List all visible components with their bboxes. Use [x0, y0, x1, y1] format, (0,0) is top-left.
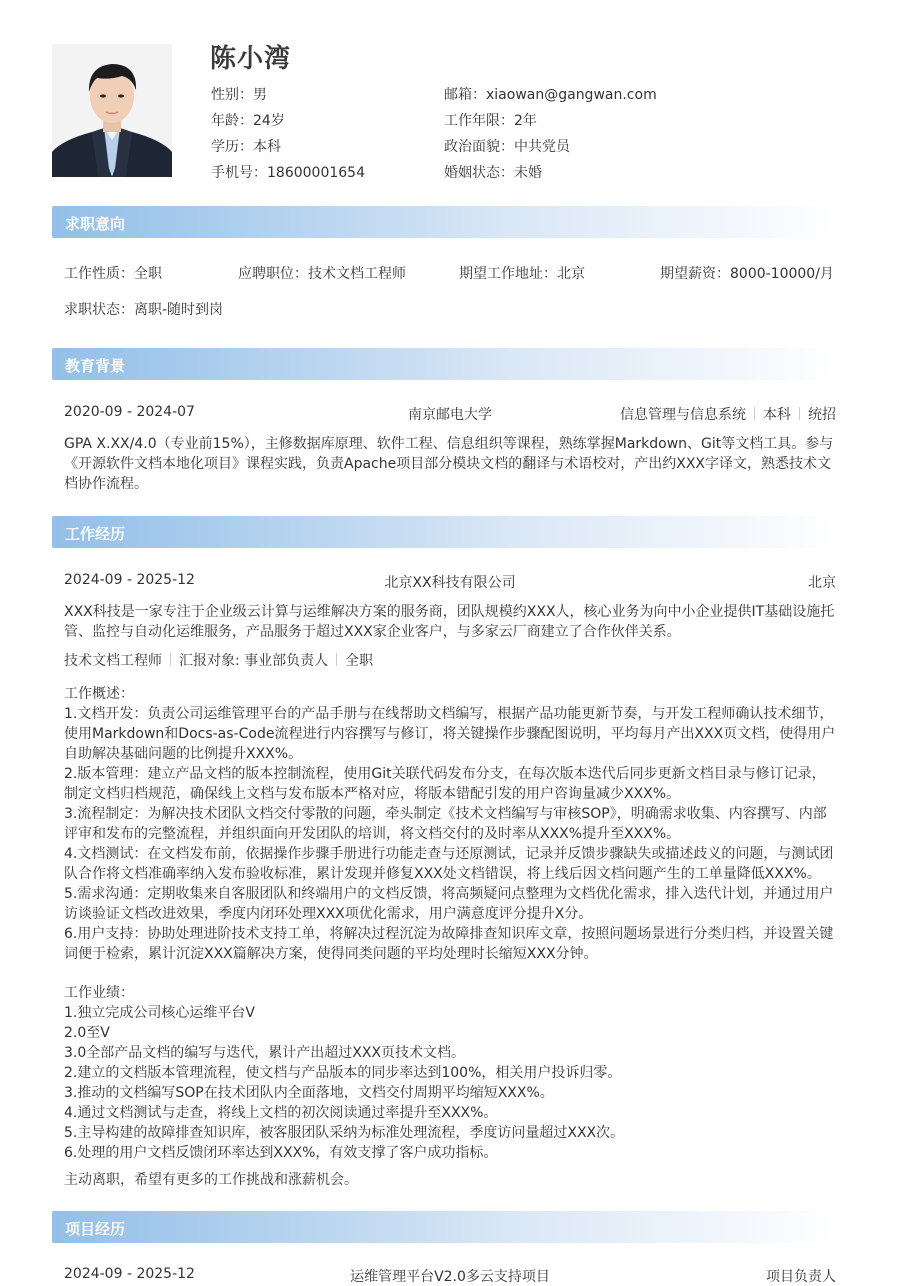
intent-salary — [660, 263, 834, 283]
intent-value: 离职-随时到岗 — [134, 302, 224, 318]
intent-label: 工作性质： — [64, 266, 134, 282]
intent-label: 求职状态： — [64, 302, 134, 318]
info-education-level — [211, 136, 281, 156]
profile-photo — [52, 44, 172, 177]
work-overview-item: 4.文档测试：在文档发布前，依据操作步骤手册进行功能走查与还原测试，记录并反馈步骤缺失或描述歧义的问题，与测试团队合作将文档准确率纳入发布验收标准，累计发现并修复XXX处文档错误，将上线后因文档问题产生的工单量降低XXX%。 — [64, 846, 834, 882]
intent-label: 期望薪资： — [660, 266, 730, 282]
education-meta — [620, 404, 836, 424]
education-degree: 本科 — [763, 407, 791, 423]
info-marital-status — [444, 162, 542, 182]
project-role: 项目负责人 — [766, 1269, 836, 1285]
section-title: 求职意向 — [65, 215, 126, 233]
section-title: 项目经历 — [65, 1220, 126, 1238]
intent-value: 全职 — [134, 266, 162, 282]
work-report-to: 汇报对象: 事业部负责人 — [179, 653, 329, 669]
info-value: 未婚 — [514, 165, 542, 181]
project-period: 2024-09 - 2025-12 — [64, 1266, 195, 1282]
info-value: 2年 — [514, 113, 537, 129]
work-period: 2024-09 - 2025-12 — [64, 572, 195, 588]
work-achievement-item: 5.主导构建的故障排查知识库，被客服团队采纳为标准处理流程，季度访问量超过XXX次。 — [64, 1125, 625, 1141]
info-label: 年龄： — [211, 113, 253, 129]
work-job-type: 全职 — [345, 653, 374, 669]
info-label: 学历： — [211, 139, 253, 155]
info-political-status — [444, 136, 570, 156]
education-school: 南京邮电大学 — [408, 407, 492, 423]
section-title: 工作经历 — [65, 525, 126, 543]
work-role-meta — [64, 650, 373, 670]
work-achievement-item: 3.推动的文档编写SOP在技术团队内全面落地，文档交付周期平均缩短XXX%。 — [64, 1085, 554, 1101]
divider — [170, 653, 171, 666]
divider — [799, 407, 800, 420]
work-overview-item: 6.用户支持：协助处理进阶技术支持工单，将解决过程沉淀为故障排查知识库文章，按照问题场景进行分类归档，并设置关键词便于检索，累计沉淀XXX篇解决方案，使得同类问题的平均处理时长缩短XXX分钟。 — [64, 926, 834, 962]
intent-position — [238, 263, 406, 283]
divider — [754, 407, 755, 420]
info-label: 手机号： — [211, 165, 267, 181]
work-achievements-title: 工作业绩： — [64, 985, 134, 1001]
info-label: 性别： — [211, 87, 253, 103]
work-achievement-item: 3.0全部产品文档的编写与迭代，累计产出超过XXX页技术文档。 — [64, 1045, 466, 1061]
info-label: 婚姻状态： — [444, 165, 514, 181]
intent-value: 技术文档工程师 — [308, 266, 406, 282]
info-value: 本科 — [253, 139, 281, 155]
education-type: 统招 — [808, 407, 836, 423]
intent-job-type — [64, 263, 162, 283]
info-value: 中共党员 — [514, 139, 570, 155]
education-description: GPA X.XX/4.0（专业前15%），主修数据库原理、软件工程、信息组织等课程，熟练掌握Markdown、Git等文档工具。参与《开源软件文档本地化项目》课程实践，负责Apache项目部分模块文档的翻译与术语校对，产出约XXX字译文，熟悉技术文档协作流程。 — [64, 436, 834, 492]
work-city: 北京 — [808, 575, 836, 591]
work-achievement-item: 2.0至V — [64, 1025, 110, 1041]
intent-value: 8000-10000/月 — [730, 266, 834, 282]
work-company-description: XXX科技是一家专注于企业级云计算与运维解决方案的服务商，团队规模约XXX人，核心业务为向中小企业提供IT基础设施托管、监控与自动化运维服务，产品服务于超过XXX家企业客户，与多家云厂商建立了合作伙伴关系。 — [64, 604, 835, 640]
info-value: 24岁 — [253, 113, 285, 129]
divider — [336, 653, 337, 666]
intent-label: 应聘职位： — [238, 266, 308, 282]
work-achievement-item: 2.建立的文档版本管理流程，使文档与产品版本的同步率达到100%，相关用户投诉归零。 — [64, 1065, 622, 1081]
work-achievement-item: 1.独立完成公司核心运维平台V — [64, 1005, 255, 1021]
person-portrait-icon — [52, 44, 172, 177]
work-overview-item: 1.文档开发：负责公司运维管理平台的产品手册与在线帮助文档编写，根据产品功能更新节奏，与开发工程师确认技术细节，使用Markdown和Docs-as-Code流程进行内容撰写与修订，将关键操作步骤配图说明，平均每月产出XXX页文档，使得用户自助解决基础问题的比例提升XXX%。 — [64, 706, 836, 762]
intent-location — [459, 263, 585, 283]
work-leave-reason: 主动离职，希望有更多的工作挑战和涨薪机会。 — [64, 1172, 358, 1188]
work-achievement-item: 6.处理的用户文档反馈闭环率达到XXX%，有效支撑了客户成功指标。 — [64, 1145, 498, 1161]
info-value[interactable]: xiaowan@gangwan.com — [486, 87, 657, 103]
info-gender — [211, 84, 267, 104]
candidate-name: 陈小湾 — [210, 44, 292, 74]
project-name: 运维管理平台V2.0多云支持项目 — [350, 1269, 550, 1285]
work-role: 技术文档工程师 — [64, 653, 162, 669]
work-overview-title: 工作概述： — [64, 686, 134, 702]
section-header-project — [52, 1211, 836, 1243]
section-title: 教育背景 — [65, 357, 126, 375]
info-age — [211, 110, 285, 130]
info-work-years — [444, 110, 537, 130]
info-value[interactable]: 18600001654 — [267, 165, 365, 181]
intent-label: 期望工作地址： — [459, 266, 557, 282]
work-achievements — [64, 983, 838, 1163]
info-label: 工作年限： — [444, 113, 514, 129]
info-phone — [211, 162, 365, 182]
education-major: 信息管理与信息系统 — [620, 407, 746, 423]
education-period: 2020-09 - 2024-07 — [64, 404, 195, 420]
work-overview — [64, 684, 838, 964]
work-overview-item: 5.需求沟通：定期收集来自客服团队和终端用户的文档反馈，将高频疑问点整理为文档优化需求，排入迭代计划，并通过用户访谈验证文档改进效果，季度内闭环处理XXX项优化需求，用户满意度评分提升X分。 — [64, 886, 834, 922]
work-achievement-item: 4.通过文档测试与走查，将线上文档的初次阅读通过率提升至XXX%。 — [64, 1105, 498, 1121]
section-header-education — [52, 348, 836, 380]
work-company: 北京XX科技有限公司 — [384, 575, 516, 591]
info-value: 男 — [253, 87, 267, 103]
intent-status — [64, 299, 223, 319]
info-label: 邮箱： — [444, 87, 486, 103]
section-header-job-intent — [52, 206, 836, 238]
intent-value: 北京 — [557, 266, 585, 282]
work-overview-item: 3.流程制定：为解决技术团队文档交付零散的问题，牵头制定《技术文档编写与审核SOP》，明确需求收集、内容撰写、内部评审和发布的完整流程，并组织面向开发团队的培训，将文档交付的及时率从XXX%提升至XXX%。 — [64, 806, 827, 842]
work-overview-item: 2.版本管理：建立产品文档的版本控制流程，使用Git关联代码发布分支，在每次版本迭代后同步更新文档目录与修订记录，制定文档归档规范，确保线上文档与发布版本严格对应，将版本错配引发的用户咨询量减少XXX%。 — [64, 766, 826, 802]
info-label: 政治面貌： — [444, 139, 514, 155]
info-email — [444, 84, 657, 104]
section-header-work — [52, 516, 836, 548]
